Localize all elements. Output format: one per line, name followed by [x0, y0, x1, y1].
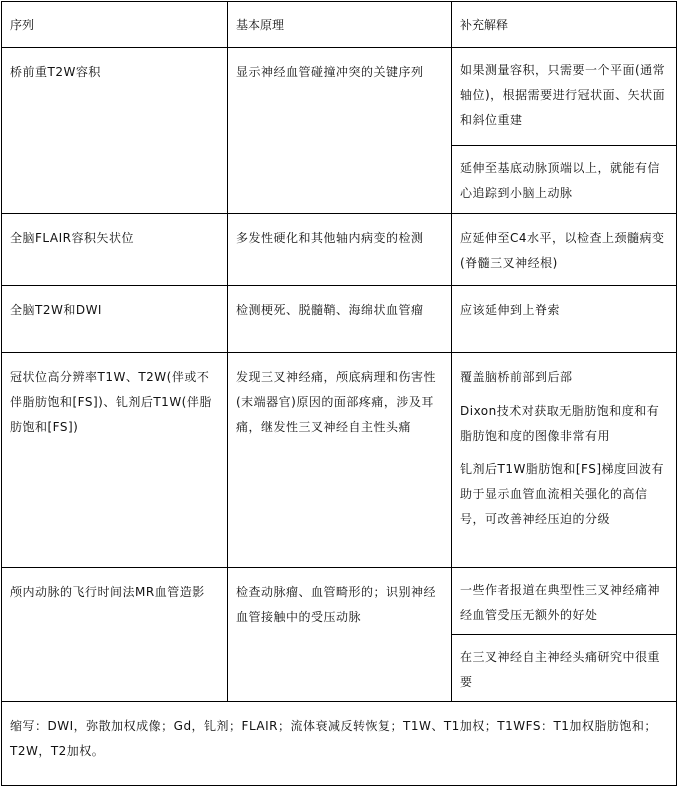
note-item: 钆剂后T1W脂肪饱和[FS]梯度回波有助于显示血管血流相关强化的高信号，可改善神经压迫的分级 — [460, 462, 665, 526]
note-item: 延伸至基底动脉顶端以上，就能有信心追踪到小脑上动脉 — [460, 161, 661, 200]
note-item: 应该延伸到上脊索 — [460, 303, 561, 317]
row-notes — [452, 214, 676, 285]
footnote-row — [2, 702, 676, 776]
table-row — [2, 48, 676, 214]
row-sequence: 冠状位高分辨率T1W、T2W(伴或不伴脂肪饱和[FS])、钆剂后T1W(伴脂肪饱和[FS]) — [2, 353, 228, 567]
row-notes — [452, 353, 676, 567]
header-sequence: 序列 — [2, 2, 228, 47]
sequence-table — [1, 1, 677, 786]
note-item: 应延伸至C4水平，以检查上颈髓病变(脊髓三叉神经根) — [460, 231, 665, 270]
header-notes: 补充解释 — [460, 18, 509, 32]
row-sequence: 颅内动脉的飞行时间法MR血管造影 — [2, 568, 228, 701]
note-item: 覆盖脑桥前部到后部 — [460, 370, 573, 384]
footnote: 缩写：DWI，弥散加权成像；Gd，钆剂；FLAIR；流体衰减反转恢复；T1W、T1加权；T1WFS：T1加权脂肪饱和；T2W，T2加权。 — [10, 719, 657, 758]
table-row — [2, 353, 676, 568]
row-principle: 发现三叉神经痛，颅底病理和伤害性(末端器官)原因的面部疼痛，涉及耳痛，继发性三叉神经自主性头痛 — [228, 353, 452, 567]
row-notes — [452, 286, 676, 352]
row-sequence: 全脑FLAIR容积矢状位 — [2, 214, 228, 285]
row-principle: 检测梗死、脱髓鞘、海绵状血管瘤 — [228, 286, 452, 352]
table-row — [2, 286, 676, 353]
row-principle: 多发性硬化和其他轴内病变的检测 — [228, 214, 452, 285]
table-row — [2, 214, 676, 286]
row-notes — [452, 48, 676, 213]
note-item: 在三叉神经自主神经头痛研究中很重要 — [460, 650, 661, 689]
note-item: 一些作者报道在典型性三叉神经痛神经血管受压无额外的好处 — [452, 568, 676, 635]
table-row — [2, 568, 676, 702]
note-item: 如果测量容积，只需要一个平面(通常轴位)，根据需要进行冠状面、矢状面和斜位重建 — [452, 48, 676, 146]
table-header-row — [2, 2, 676, 48]
note-item: Dixon技术对获取无脂肪饱和度和有脂肪饱和度的图像非常有用 — [460, 404, 660, 443]
row-principle: 显示神经血管碰撞冲突的关键序列 — [228, 48, 452, 213]
row-sequence: 桥前重T2W容积 — [2, 48, 228, 213]
header-principle: 基本原理 — [228, 2, 452, 47]
row-principle: 检查动脉瘤、血管畸形的；识别神经血管接触中的受压动脉 — [228, 568, 452, 701]
row-notes — [452, 568, 676, 701]
row-sequence: 全脑T2W和DWI — [2, 286, 228, 352]
